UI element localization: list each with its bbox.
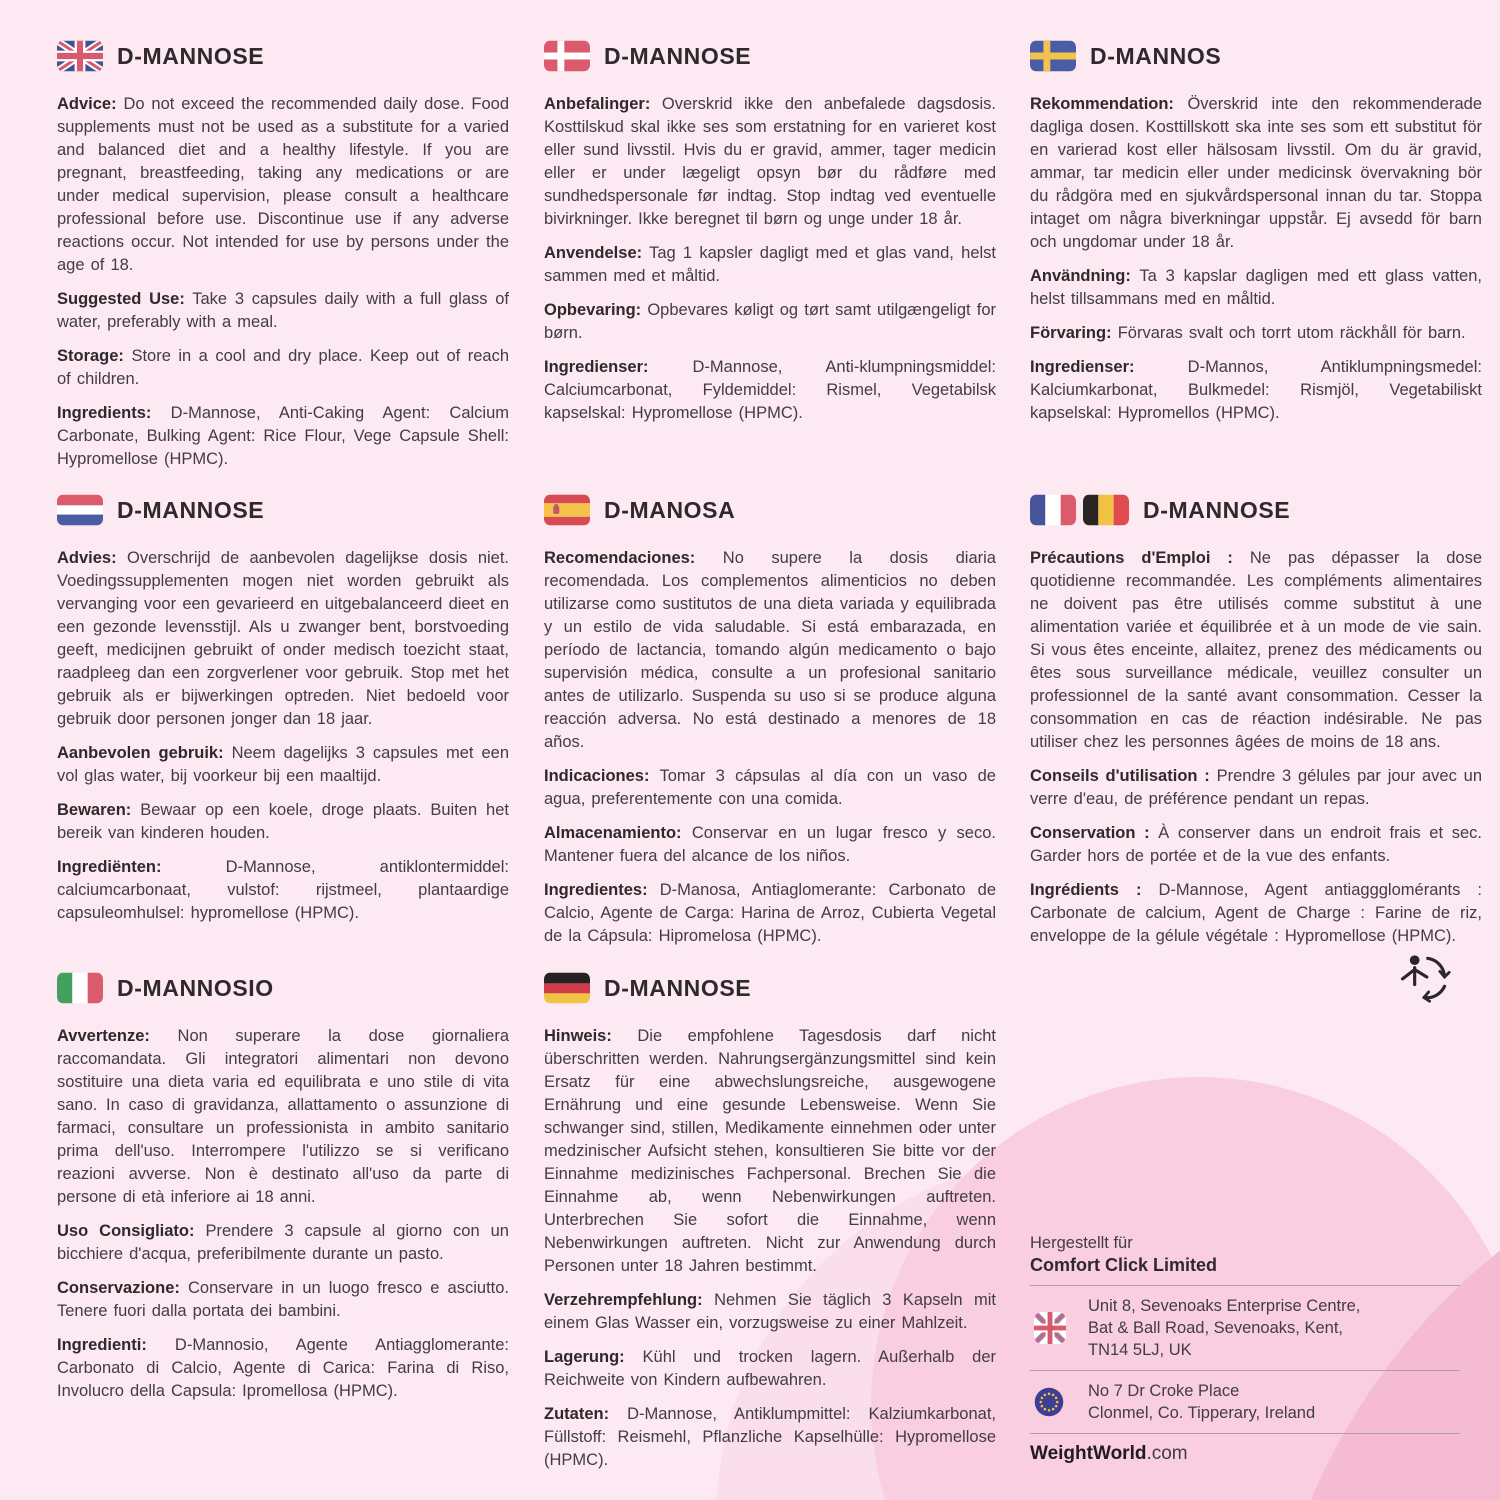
ingredients-paragraph: Ingrédients : D-Mannose, Agent antiaggglomérants : Carbonate de calcium, Agent de Charge : Farine de riz, enveloppe de la gélule végétale : Hypromellose (HPMC). — [1030, 881, 1482, 945]
storage-paragraph: Conservation : À conserver dans un endroit frais et sec. Garder hors de portée et de la vue des enfants. — [1030, 824, 1482, 865]
address-line: Unit 8, Sevenoaks Enterprise Centre, — [1088, 1297, 1361, 1315]
eu-flag-icon — [1030, 1387, 1088, 1417]
suggested-use-paragraph: Uso Consigliato: Prendere 3 capsule al giorno con un bicchiere d'acqua, preferibilmente durante un pasto. — [57, 1222, 509, 1263]
section-header — [1030, 494, 1482, 526]
eu-address — [1088, 1380, 1460, 1424]
advice-paragraph: Avvertenze: Non superare la dose giornaliera raccomandata. Gli integratori alimentari non devono sostituire una dieta varia ed equilibrata e uno stile di vita sano. In caso di gravidanza, allattamento o assunzione di farmaci, consultare un professionista in ambito sanitario prima dell'uso. Interrompere l'utilizzo se si verificano reazioni avverse. Non è destinato all'uso da parte di persone di età inferiore ai 18 anni. — [57, 1027, 509, 1206]
section-header — [1030, 40, 1482, 72]
uk-address — [1088, 1295, 1460, 1361]
section-title: D-MANNOSE — [604, 42, 752, 69]
suggested-use-paragraph: Användning: Ta 3 kapslar dagligen med ett glass vatten, helst tillsammans med en måltid. — [1030, 267, 1482, 308]
address-line: Bat & Ball Road, Sevenoaks, Kent, — [1088, 1319, 1343, 1337]
triman-recycling-icon — [1396, 949, 1452, 1010]
advice-paragraph: Précautions d'Emploi : Ne pas dépasser la dose quotidienne recommandée. Les compléments alimentaires ne doivent pas être utilisés comme substitut à une alimentation variée et équilibrée et à un mode de vie sain. Si vous êtes enceinte, allaitez, prenez des médicaments ou êtes sous surveillance médicale, veuillez consulter un professionnel de la santé avant consommation. Cesser la consommation en cas de réaction indésirable. Ne pas utiliser chez les personnes âgées de moins de 18 ans. — [1030, 549, 1482, 751]
france-flag-icon — [1030, 494, 1076, 526]
section-spanish — [544, 494, 996, 959]
storage-paragraph: Lagerung: Kühl und trocken lagern. Außerhalb der Reichweite von Kindern aufbewahren. — [544, 1348, 996, 1389]
advice-paragraph: Hinweis: Die empfohlene Tagesdosis darf nicht überschritten werden. Nahrungsergänzungsmittel sind kein Ersatz für eine abwechslungsreiche, ausgewogene Ernährung und eine gesunde Lebensweise. Wenn Sie schwanger sind, stillen, Medikamente einnehmen oder unter medzinischer Aufsicht stehen, konsultieren Sie bitte vor der Einnahme medizinisches Fachpersonal. Brechen Sie die Einnahme ab, wenn Nebenwirkungen auftreten. Unterbrechen Sie sofort die Einnahme, wenn Nebenwirkungen auftreten. Nicht zur Anwendung durch Personen unter 18 Jahren bestimmt. — [544, 1027, 996, 1275]
suggested-use-paragraph: Verzehrempfehlung: Nehmen Sie täglich 3 Kapseln mit einem Glas Wasser ein, vorzugsweise zu einer Mahlzeit. — [544, 1291, 996, 1332]
divider — [1030, 1285, 1460, 1286]
section-title: D-MANNOSE — [117, 42, 265, 69]
storage-paragraph: Bewaren: Bewaar op een koele, droge plaats. Buiten het bereik van kinderen houden. — [57, 801, 509, 842]
ingredients-paragraph: Ingredienser: D-Mannos, Antiklumpningsmedel: Kalciumkarbonat, Bulkmedel: Rismjöl, Vegetabiliskt kapselskal: Hypromellos (HPMC). — [1030, 358, 1482, 422]
section-french — [1030, 494, 1482, 959]
address-line: Clonmel, Co. Tipperary, Ireland — [1088, 1404, 1316, 1422]
ingredients-paragraph: Ingredienser: D-Mannose, Anti-klumpningsmiddel: Calciumcarbonat, Fyldemiddel: Rismel, Vegetabilsk kapselskal: Hypromellose (HPMC). — [544, 358, 996, 422]
section-header — [544, 40, 996, 72]
uk-flag-icon — [57, 40, 103, 72]
suggested-use-paragraph: Suggested Use: Take 3 capsules daily with a full glass of water, preferably with a meal. — [57, 290, 509, 331]
netherlands-flag-icon — [57, 494, 103, 526]
ingredients-paragraph: Ingredients: D-Mannose, Anti-Caking Agent: Calcium Carbonate, Bulking Agent: Rice Flour, Vege Capsule Shell: Hypromellose (HPMC). — [57, 404, 509, 468]
advice-paragraph: Recomendaciones: No supere la dosis diaria recomendada. Los complementos alimenticios no deben utilizarse como sustitutos de una dieta variada y equilibrada y un estilo de vida saludable. Si está embarazada, en período de lactancia, tomando algún medicamento o bajo supervisión médica, consulte a un profesional sanitario antes de utilizarlo. Suspenda su uso si se produce alguna reacción adversa. No está destinado a menores de 18 años. — [544, 549, 996, 751]
sweden-flag-icon — [1030, 40, 1076, 72]
uk-address-row — [1030, 1295, 1460, 1361]
section-title: D-MANNOSE — [117, 496, 265, 523]
storage-paragraph: Förvaring: Förvaras svalt och torrt utom räckhåll för barn. — [1030, 324, 1466, 342]
section-dutch — [57, 494, 509, 936]
belgium-flag-icon — [1083, 494, 1129, 526]
advice-paragraph: Rekommendation: Överskrid inte den rekommenderade dagliga dosen. Kosttillskott ska inte ses som ett substitut för en varierad kost eller hälsosam livsstil. Om du är gravid, ammar, tar medicin eller under medicinsk övervakning bör du rådgöra med en sjukvårdspersonal innan du tar. Stoppa intaget om några biverkningar uppstår. Ej avsedd för barn och ungdomar under 18 år. — [1030, 95, 1483, 251]
address-line: TN14 5LJ, UK — [1088, 1341, 1192, 1359]
denmark-flag-icon — [544, 40, 590, 72]
section-italian — [57, 972, 509, 1414]
divider — [1030, 1433, 1460, 1434]
section-title: D-MANNOSE — [604, 974, 752, 1001]
section-danish — [544, 40, 996, 436]
ingredients-paragraph: Ingredienti: D-Mannosio, Agente Antiagglomerante: Carbonato di Calcio, Agente di Carica: Farina di Riso, Involucro della Capsula: Ipromellosa (HPMC). — [57, 1336, 509, 1400]
section-title: D-MANNOSIO — [117, 974, 274, 1001]
section-header — [57, 494, 509, 526]
germany-flag-icon — [544, 972, 590, 1004]
section-header — [544, 972, 996, 1004]
storage-paragraph: Almacenamiento: Conservar en un lugar fresco y seco. Mantener fuera del alcance de los niños. — [544, 824, 996, 865]
storage-paragraph: Conservazione: Conservare in un luogo fresco e asciutto. Tenere fuori dalla portata dei bambini. — [57, 1279, 509, 1320]
company-name: Comfort Click Limited — [1030, 1255, 1218, 1275]
uk-flag-small-icon — [1030, 1312, 1088, 1344]
section-header — [57, 972, 509, 1004]
made-for-label: Hergestellt für — [1030, 1234, 1133, 1252]
manufacturer-block — [1030, 1232, 1460, 1465]
ingredients-paragraph: Ingrediënten: D-Mannose, antiklontermiddel: calciumcarbonaat, vulstof: rijstmeel, plantaardige capsuleomhulsel: hypromellose (HPMC). — [57, 858, 509, 922]
suggested-use-paragraph: Indicaciones: Tomar 3 cápsulas al día con un vaso de agua, preferentemente con una comida. — [544, 767, 996, 808]
italy-flag-icon — [57, 972, 103, 1004]
section-german — [544, 972, 996, 1483]
section-english — [57, 40, 509, 482]
storage-paragraph: Storage: Store in a cool and dry place. Keep out of reach of children. — [57, 347, 509, 388]
section-title: D-MANNOSE — [1143, 496, 1291, 523]
storage-paragraph: Opbevaring: Opbevares køligt og tørt samt utilgængeligt for børn. — [544, 301, 996, 342]
section-header — [544, 494, 996, 526]
section-title: D-MANNOS — [1090, 42, 1222, 69]
divider — [1030, 1370, 1460, 1371]
suggested-use-paragraph: Conseils d'utilisation : Prendre 3 gélules par jour avec un verre d'eau, de préférence pendant un repas. — [1030, 767, 1482, 808]
eu-address-row — [1030, 1380, 1460, 1424]
section-header — [57, 40, 509, 72]
website-url: WeightWorld.com — [1030, 1443, 1188, 1464]
ingredients-paragraph: Zutaten: D-Mannose, Antiklumpmittel: Kalziumkarbonat, Füllstoff: Reismehl, Pflanzliche Kapselhülle: Hypromellose (HPMC). — [544, 1405, 996, 1469]
spain-flag-icon — [544, 494, 590, 526]
suggested-use-paragraph: Anvendelse: Tag 1 kapsler dagligt med et glas vand, helst sammen med et måltid. — [544, 244, 996, 285]
advice-paragraph: Anbefalinger: Overskrid ikke den anbefalede dagsdosis. Kosttilskud skal ikke ses som erstatning for en varieret kost eller sund livsstil. Hvis du er gravid, ammer, tager medicin eller er under lægeligt opsyn bør du rådføre med sundhedspersonale før indtag. Stop indtag ved eventuelle bivirkninger. Ikke beregnet til børn og unge under 18 år. — [544, 95, 996, 228]
section-swedish — [1030, 40, 1482, 436]
advice-paragraph: Advice: Do not exceed the recommended daily dose. Food supplements must not be used as a substitute for a varied and balanced diet and a healthy lifestyle. If you are pregnant, breastfeeding, taking any medications or are under medical supervision, please consult a healthcare professional before use. Discontinue use if any adverse reactions occur. Not intended for use by persons under the age of 18. — [57, 95, 509, 274]
section-title: D-MANOSA — [604, 496, 736, 523]
ingredients-paragraph: Ingredientes: D-Manosa, Antiaglomerante: Carbonato de Calcio, Agente de Carga: Harina de Arroz, Cubierta Vegetal de la Cápsula: Hipromelosa (HPMC). — [544, 881, 997, 945]
address-line: No 7 Dr Croke Place — [1088, 1382, 1240, 1400]
advice-paragraph: Advies: Overschrijd de aanbevolen dagelijkse dosis niet. Voedingssupplementen mogen niet worden gebruikt als vervanging voor een gevarieerd en uitgebalanceerd dieet en een gezonde levensstijl. Als u zwanger bent, borstvoeding geeft, medicijnen gebruikt of onder medisch toezicht staat, raadpleeg dan een zorgverlener voor gebruik. Stop met het gebruik als er bijwerkingen optreden. Niet bedoeld voor gebruik door personen jonger dan 18 jaar. — [57, 549, 510, 728]
suggested-use-paragraph: Aanbevolen gebruik: Neem dagelijks 3 capsules met een vol glas water, bij voorkeur bij een maaltijd. — [57, 744, 509, 785]
